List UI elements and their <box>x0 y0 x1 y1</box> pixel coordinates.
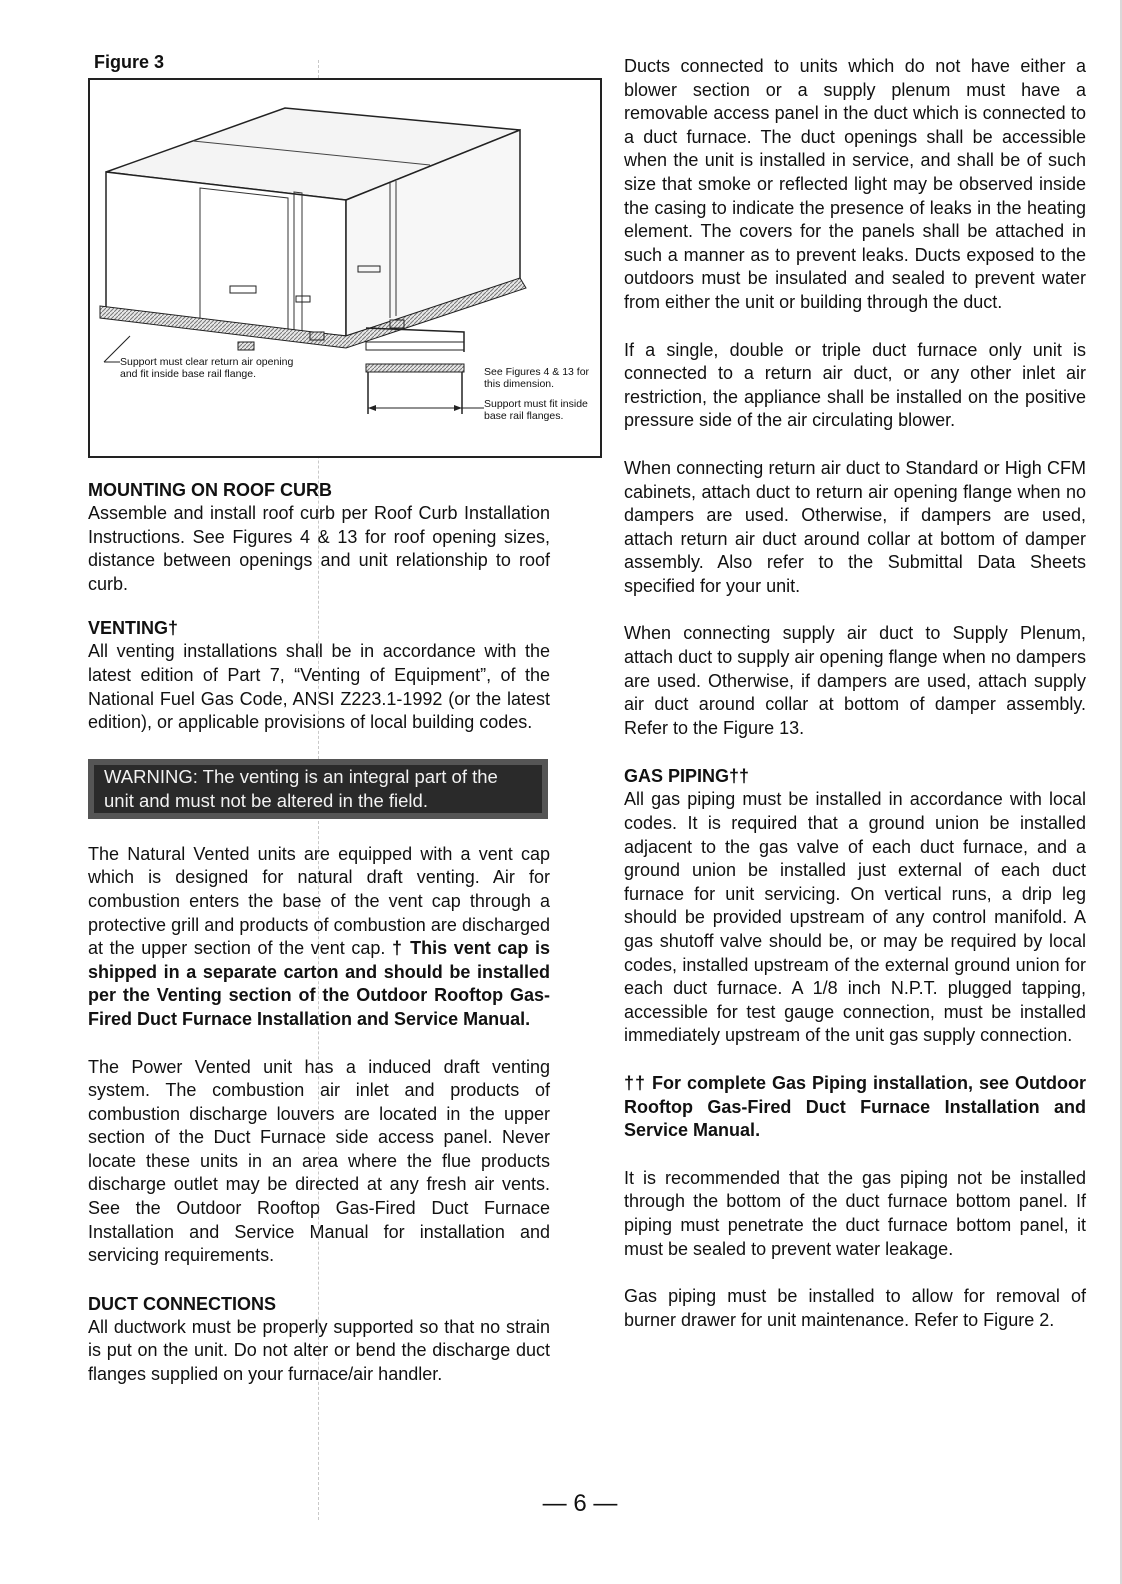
duct-heading: DUCT CONNECTIONS <box>88 1293 276 1314</box>
inlet-restriction-text: If a single, double or triple duct furnace only unit is connected to a return air duct, or any other inlet air restriction, the appliance shall be installed on the positive pressure side of the air circulating blower. <box>624 339 1086 431</box>
caption-support-clear: Support must clear return air opening and fit inside base rail flange. <box>120 356 294 380</box>
gas-piping-note: †† For complete Gas Piping installation, see Outdoor Rooftop Gas-Fired Duct Furnace Installation and Service Manual. <box>624 1072 1086 1141</box>
duct-text: All ductwork must be properly supported so that no strain is put on the unit. Do not alter or bend the discharge duct flanges supplied on your furnace/air handler. <box>88 1316 550 1385</box>
vent-cap-note: † This vent cap is shipped in a separate carton and should be installed per the Venting section of the Outdoor Rooftop Gas-Fired Duct Furnace Installation and Service Manual. <box>88 938 550 1029</box>
caption-see-figures: See Figures 4 & 13 for this dimension. <box>484 366 590 390</box>
mounting-heading: MOUNTING ON ROOF CURB <box>88 480 332 500</box>
power-vented-text: The Power Vented unit has a induced draft venting system. The combustion air inlet and products of combustion discharge louvers are located in the upper section of the Duct Furnace side access panel. Never locate these units in an area where the flue products discharge outlet may be directed at any fresh air vents. See the Outdoor Rooftop Gas-Fired Duct Furnace Installation and Service Manual for installation and servicing requirements. <box>88 1056 550 1266</box>
mounting-text: Assemble and install roof curb per Roof Curb Installation Instructions. See Figures 4 & 13 for roof opening sizes, distance between openings and unit relationship to roof curb. <box>88 503 550 594</box>
access-panel-text: Ducts connected to units which do not have either a blower section or a supply plenum must have a removable access panel in the duct which is connected to a duct furnace. The duct openings shall be accessible when the unit is installed in service, and shall be of such size that smoke or reflected light may be observed inside the casing to indicate the presence of leaks in the heating element. The covers for the panels shall be attached in such a manner as to prevent leaks. Ducts exposed to the outdoors must be insulated and sealed to prevent water from either the unit or building through the duct. <box>624 56 1086 312</box>
figure-label: Figure 3 <box>94 52 165 72</box>
natural-vented-text <box>88 843 550 1032</box>
right-column <box>624 55 1086 1332</box>
caption-support-fit: Support must fit inside base rail flanges. <box>484 398 588 422</box>
return-air-text: When connecting return air duct to Standard or High CFM cabinets, attach duct to return air opening flange when no dampers are used. Otherwise, if dampers are used, attach return air duct around collar at bottom of damper assembly. Also refer to the Submittal Data Sheets specified for your unit. <box>624 457 1086 596</box>
gas-piping-text: All gas piping must be installed in accordance with local codes. It is required that a ground union be installed adjacent to the gas valve of each duct furnace, and a ground union be installed just external of each duct furnace for unit servicing. On vertical runs, a drip leg should be provided upstream of any control manifold. A gas shutoff valve should be, or may be required by local codes, installed upstream of the external ground union for each duct furnace. A 1/8 inch N.P.T. plugged tapping, accessible for test gauge connection, must be installed immediately upstream of the unit gas supply connection. <box>624 789 1086 1046</box>
bottom-panel-text: It is recommended that the gas piping not be installed through the bottom of the duct furnace bottom panel. If piping must penetrate the duct furnace bottom panel, it must be sealed to prevent water leakage. <box>624 1167 1086 1259</box>
left-column <box>88 52 590 1387</box>
venting-text: All venting installations shall be in accordance with the latest edition of Part 7, “Venting of Equipment”, of the National Fuel Gas Code, ANSI Z223.1-1992 (or the latest edition), or applicable provisions of local building codes. <box>88 641 550 733</box>
figure-3 <box>88 78 602 458</box>
gas-piping-heading: GAS PIPING†† <box>624 766 750 787</box>
burner-drawer-text: Gas piping must be installed to allow for removal of burner drawer for unit maintenance. Refer to Figure 2. <box>624 1286 1086 1330</box>
page-number: — 6 — <box>542 1490 618 1517</box>
warning-banner: WARNING: The venting is an integral part of the unit and must not be altered in the field. <box>88 759 548 819</box>
natural-vented-body: The Natural Vented units are equipped with a vent cap which is designed for natural draft venting. Air for combustion enters the base of the vent cap through a protective grill and products of combustion are discharged at the upper section of the vent cap. <box>88 843 550 959</box>
venting-heading: VENTING† <box>88 618 179 639</box>
supply-air-text: When connecting supply air duct to Supply Plenum, attach duct to supply air opening flange when no dampers are used. Otherwise, if dampers are used, attach supply air duct around collar at bottom of damper assembly. Refer to the Figure 13. <box>624 623 1086 738</box>
